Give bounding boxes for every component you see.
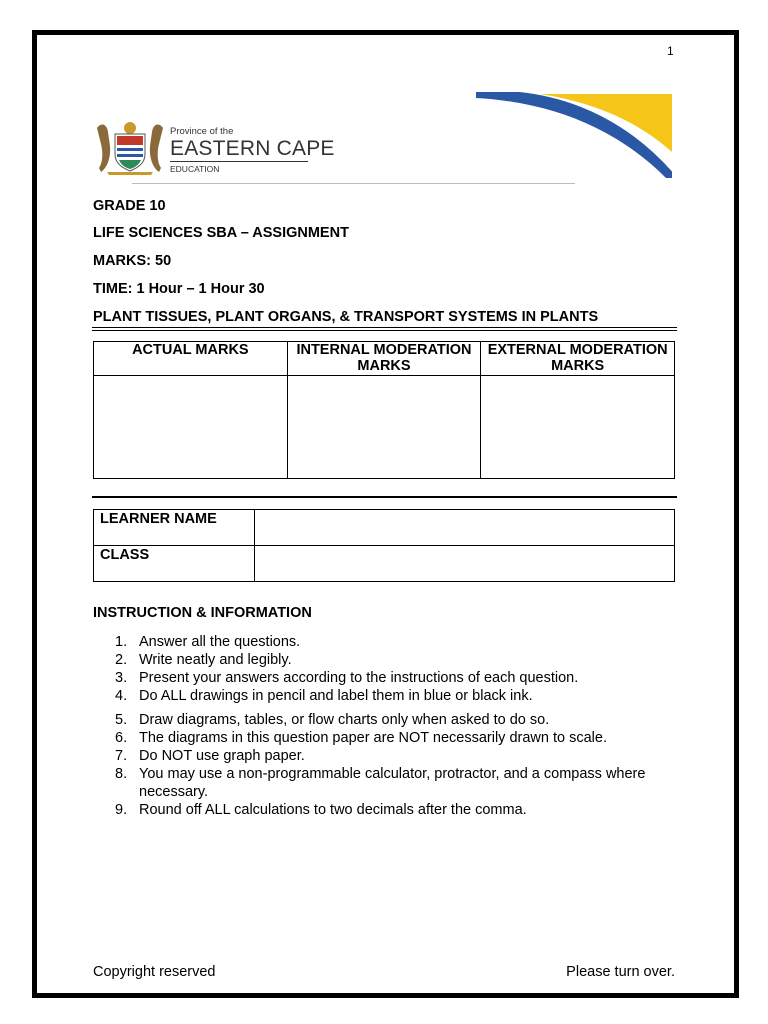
instructions-list xyxy=(93,633,673,819)
page-number: 1 xyxy=(667,44,674,58)
grade-label: GRADE 10 xyxy=(93,198,166,214)
marks-label: MARKS: 50 xyxy=(93,253,172,269)
logo-province-line: Province of the xyxy=(170,126,234,137)
marks-table xyxy=(93,341,675,479)
list-item: 6. The diagrams in this question paper are NOT necessarily drawn to scale. xyxy=(115,730,607,746)
list-item: 9. Round off ALL calculations to two decimals after the comma. xyxy=(115,802,527,818)
header-divider xyxy=(132,183,575,184)
logo-text xyxy=(170,126,335,175)
learner-name-label: LEARNER NAME xyxy=(94,510,255,546)
list-item: 2. Write neatly and legibly. xyxy=(115,652,292,668)
learner-name-field[interactable] xyxy=(255,510,675,546)
list-item: 8. You may use a non-programmable calculator, protractor, and a compass where necessary. xyxy=(115,766,646,800)
subject-label: LIFE SCIENCES SBA – ASSIGNMENT xyxy=(93,225,349,241)
instructions-heading: INSTRUCTION & INFORMATION xyxy=(93,605,312,621)
swoosh-graphic xyxy=(476,92,672,178)
list-item: 4. Do ALL drawings in pencil and label them in blue or black ink. xyxy=(115,688,533,704)
external-marks-cell[interactable] xyxy=(481,376,675,479)
footer-copyright: Copyright reserved xyxy=(93,964,216,980)
list-item: 3. Present your answers according to the instructions of each question. xyxy=(115,670,579,686)
class-label: CLASS xyxy=(94,546,255,582)
footer-turn-over: Please turn over. xyxy=(566,964,675,980)
list-item: 7. Do NOT use graph paper. xyxy=(115,748,305,764)
list-item: 5. Draw diagrams, tables, or flow charts only when asked to do so. xyxy=(115,712,550,728)
title-underline xyxy=(92,327,677,328)
class-field[interactable] xyxy=(255,546,675,582)
section-divider xyxy=(92,496,677,498)
internal-marks-cell[interactable] xyxy=(287,376,481,479)
actual-marks-cell[interactable] xyxy=(94,376,288,479)
marks-header-internal: INTERNAL MODERATION MARKS xyxy=(287,342,481,376)
list-item: 1. Answer all the questions. xyxy=(115,634,301,650)
logo-name: EASTERN CAPE xyxy=(170,137,335,160)
topic-title: PLANT TISSUES, PLANT ORGANS, & TRANSPORT SYSTEMS IN PLANTS xyxy=(93,309,599,325)
learner-table xyxy=(93,509,675,582)
title-underline-double xyxy=(92,330,677,331)
marks-header-actual: ACTUAL MARKS xyxy=(94,342,288,376)
marks-header-external: EXTERNAL MODERATION MARKS xyxy=(481,342,675,376)
time-label: TIME: 1 Hour – 1 Hour 30 xyxy=(93,281,265,297)
logo-department: EDUCATION xyxy=(170,161,308,175)
